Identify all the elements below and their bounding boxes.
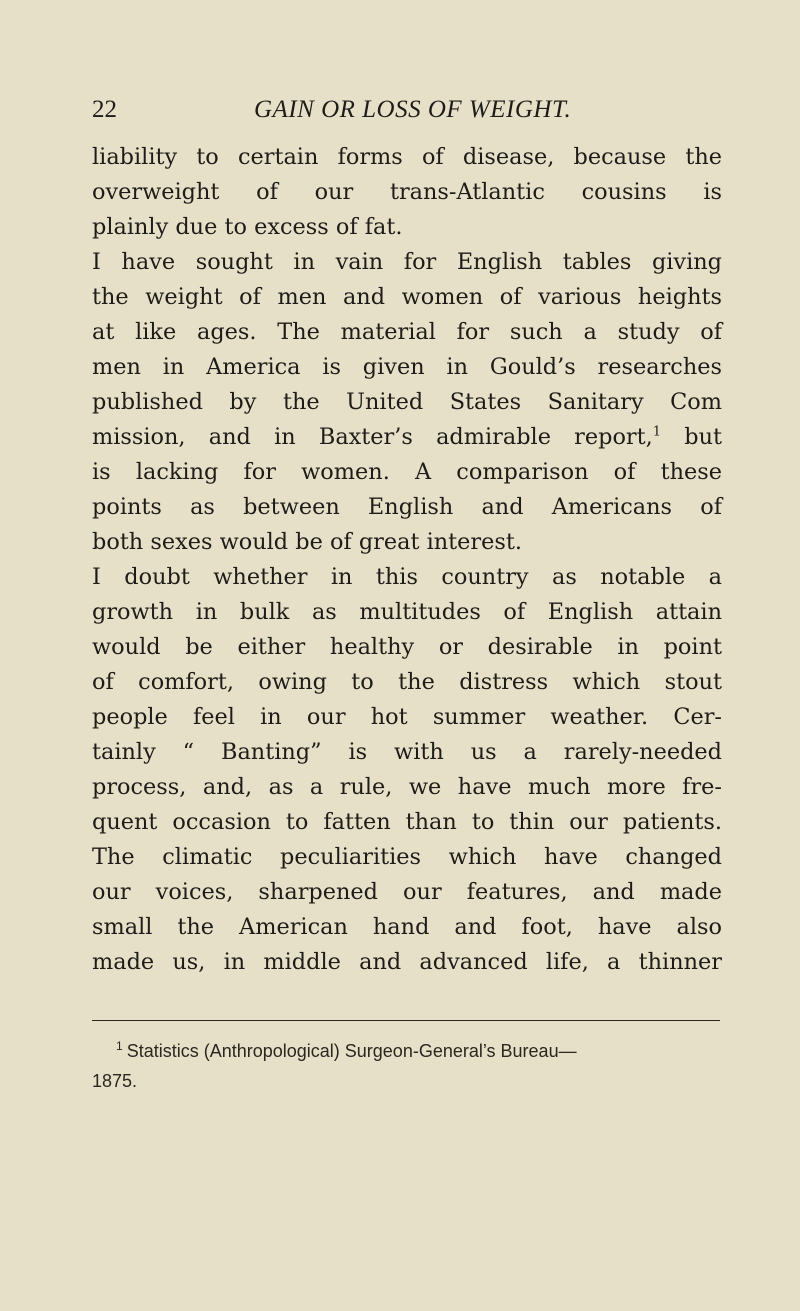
footnote-line: 1875.: [92, 1071, 138, 1091]
text-line: liability to certain forms of disease, because the: [92, 144, 722, 170]
text-segment: but: [661, 424, 722, 450]
text-line: overweight of our trans-Atlantic cousins is: [92, 179, 722, 205]
text-line: men in America is given in Gould’s researches: [92, 354, 722, 380]
text-line: our voices, sharpened our features, and made: [92, 879, 722, 905]
text-line: is lacking for women. A comparison of these: [92, 459, 722, 485]
text-line: growth in bulk as multitudes of English attain: [92, 599, 722, 625]
text-line: both sexes would be of great interest.: [92, 529, 522, 555]
text-line: would be either healthy or desirable in point: [92, 634, 722, 660]
footnote-mark: 1: [116, 1039, 123, 1053]
running-head: [92, 96, 720, 132]
text-segment: mission, and in Baxter’s admirable report,: [92, 424, 653, 450]
text-line: published by the United States Sanitary Com: [92, 389, 722, 415]
text-line: people feel in our hot summer weather. Cer-: [92, 704, 722, 730]
text-line: tainly “ Banting” is with us a rarely-needed: [92, 739, 722, 765]
footnote-line: [92, 1036, 722, 1066]
text-line: small the American hand and foot, have also: [92, 914, 722, 940]
text-line: points as between English and Americans of: [92, 494, 722, 520]
text-line-with-footnote: [92, 420, 722, 455]
footnote-divider: [92, 1020, 720, 1021]
running-title: GAIN OR LOSS OF WEIGHT.: [254, 96, 572, 123]
footnote: [92, 1036, 722, 1096]
text-line: the weight of men and women of various heights: [92, 284, 722, 310]
text-line: plainly due to excess of fat.: [92, 214, 403, 240]
text-line: at like ages. The material for such a study of: [92, 319, 722, 345]
text-line: I doubt whether in this country as notable a: [92, 564, 722, 590]
footnote-text: Statistics (Anthropological) Surgeon-General’s Bureau—: [126, 1041, 577, 1061]
text-line: of comfort, owing to the distress which stout: [92, 669, 722, 695]
text-line: quent occasion to fatten than to thin our patients.: [92, 809, 722, 835]
footnote-reference: 1: [652, 424, 662, 440]
text-line: made us, in middle and advanced life, a thinner: [92, 949, 722, 975]
body-text: [92, 140, 722, 980]
text-line: process, and, as a rule, we have much more fre-: [92, 774, 722, 800]
text-line: I have sought in vain for English tables giving: [92, 249, 722, 275]
page-number: 22: [92, 96, 117, 123]
text-line: The climatic peculiarities which have changed: [92, 844, 722, 870]
